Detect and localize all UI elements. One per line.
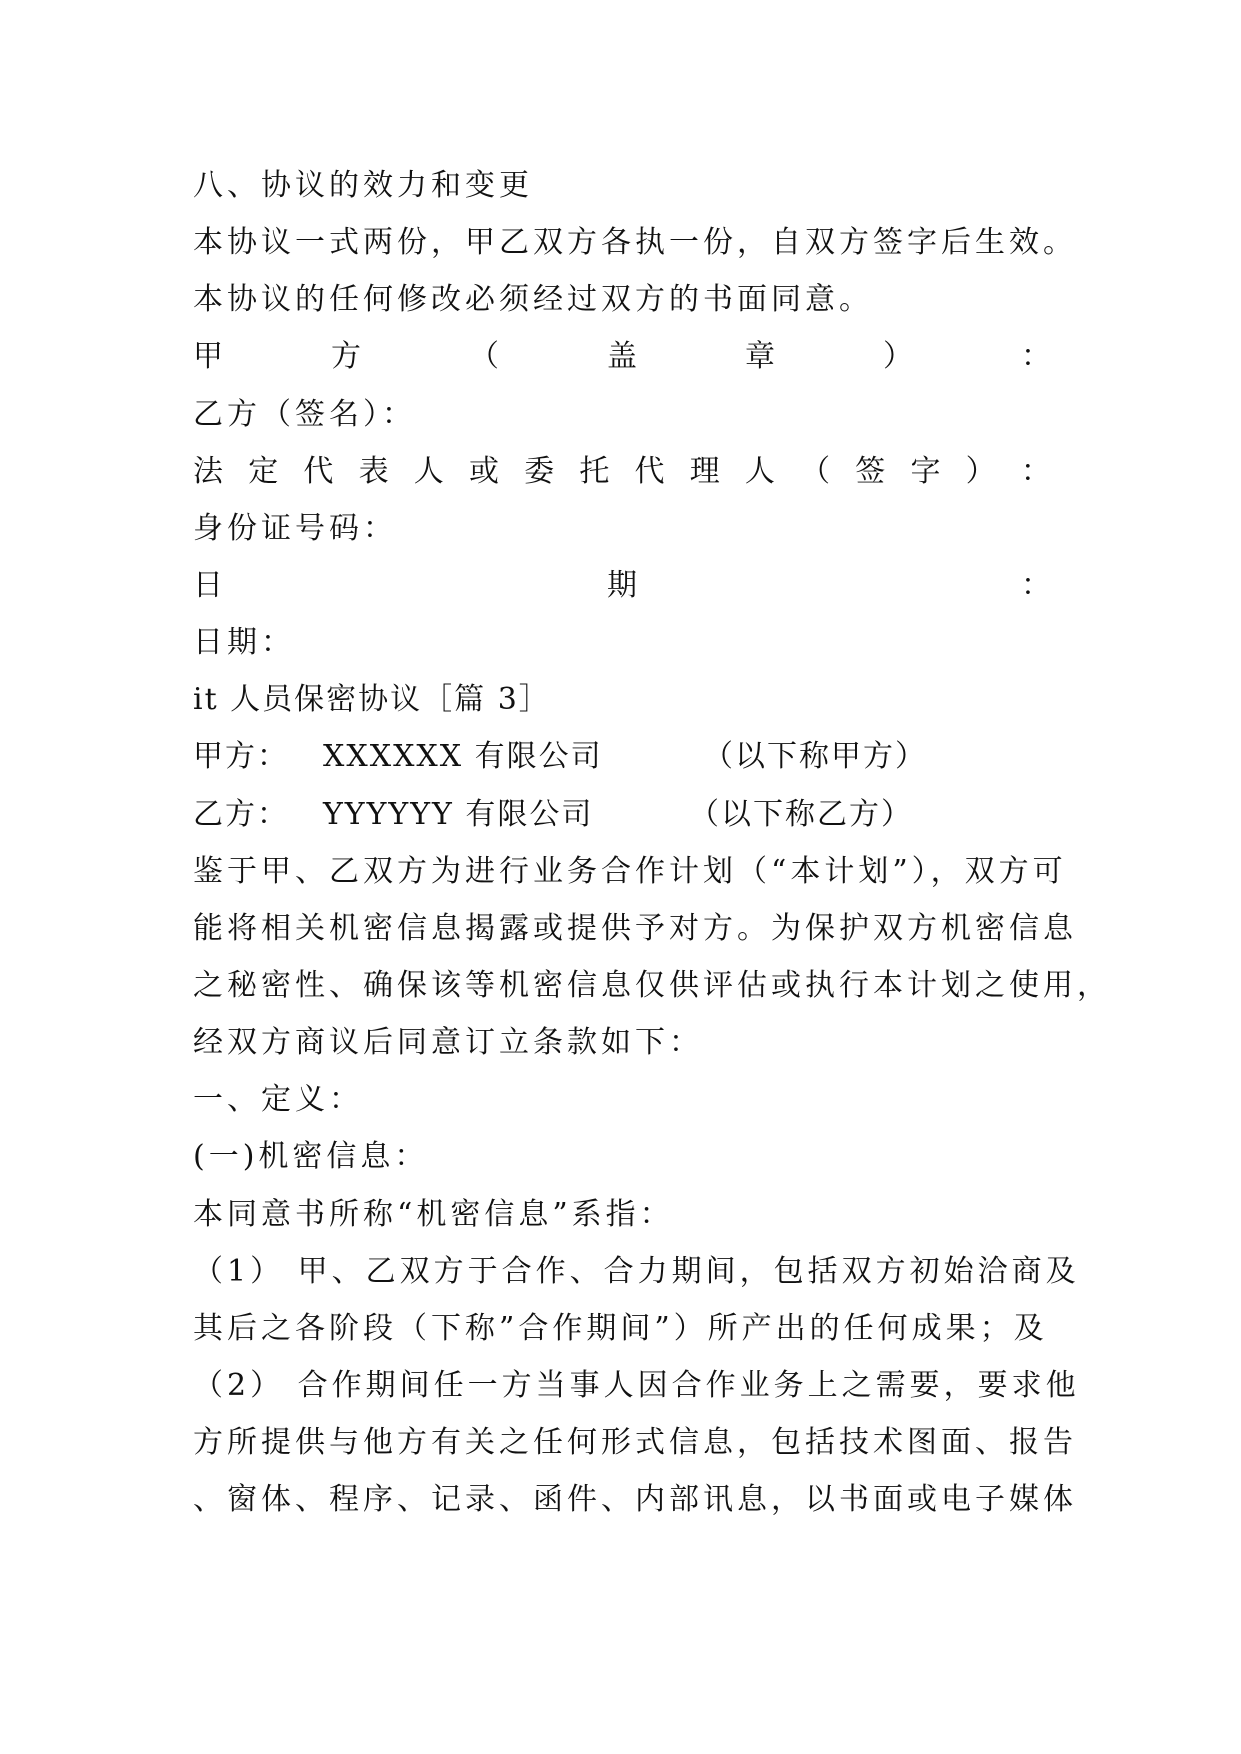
item-2-line: 方所提供与他方有关之任何形式信息，包括技术图面、报告 — [193, 1425, 1077, 1460]
confidential-intro: 本同意书所称“机密信息”系指： — [193, 1197, 674, 1232]
item-1-line: 其后之各阶段（下称”合作期间”）所产出的任何成果；及 — [193, 1311, 1048, 1346]
party-a-line — [193, 728, 1051, 786]
confidential-heading: (一)机密信息： — [193, 1139, 429, 1174]
party-b-signature-line: 乙方（签名）： — [193, 397, 416, 432]
paragraph-line: 本协议一式两份，甲乙双方各执一份，自双方签字后生效。 — [193, 225, 1077, 260]
party-a-seal-line: 甲 方 （ 盖 章 ） ： — [193, 339, 1051, 374]
date-line-2: 日期： — [193, 625, 295, 660]
id-number-line: 身份证号码： — [193, 511, 397, 546]
party-a-note: （以下称甲方） — [703, 739, 927, 774]
item-1-line: （1） 甲、乙双方于合作、合力期间，包括双方初始洽商及 — [193, 1254, 1080, 1289]
preamble-line: 能将相关机密信息揭露或提供予对方。为保护双方机密信息 — [193, 911, 1077, 946]
paragraph-line: 本协议的任何修改必须经过双方的书面同意。 — [193, 282, 873, 317]
date-line: 日 期 ： — [193, 568, 1051, 603]
party-b-label: 乙方： — [193, 797, 289, 832]
party-a-name: XXXXXX 有限公司 — [323, 739, 603, 774]
definitions-heading: 一、定义： — [193, 1082, 363, 1117]
item-2-line: （2） 合作期间任一方当事人因合作业务上之需要，要求他 — [193, 1368, 1080, 1403]
party-b-name: YYYYYY 有限公司 — [323, 797, 594, 832]
preamble-line: 经双方商议后同意订立条款如下： — [193, 1025, 703, 1060]
preamble-line: 鉴于甲、乙双方为进行业务合作计划（“本计划”），双方可 — [193, 854, 1067, 889]
party-b-line — [193, 786, 1051, 844]
preamble-line: 之秘密性、确保该等机密信息仅供评估或执行本计划之使用， — [193, 968, 1111, 1003]
party-b-note: （以下称乙方） — [689, 797, 913, 832]
representative-signature-line: 法 定 代 表 人 或 委 托 代 理 人 （ 签 字 ） ： — [193, 454, 1051, 489]
section-heading: 八、协议的效力和变更 — [193, 168, 533, 203]
item-2-line: 、窗体、程序、记录、函件、内部讯息，以书面或电子媒体 — [193, 1482, 1077, 1517]
agreement-title: it 人员保密协议［篇 3］ — [193, 682, 551, 717]
party-a-label: 甲方： — [193, 739, 289, 774]
